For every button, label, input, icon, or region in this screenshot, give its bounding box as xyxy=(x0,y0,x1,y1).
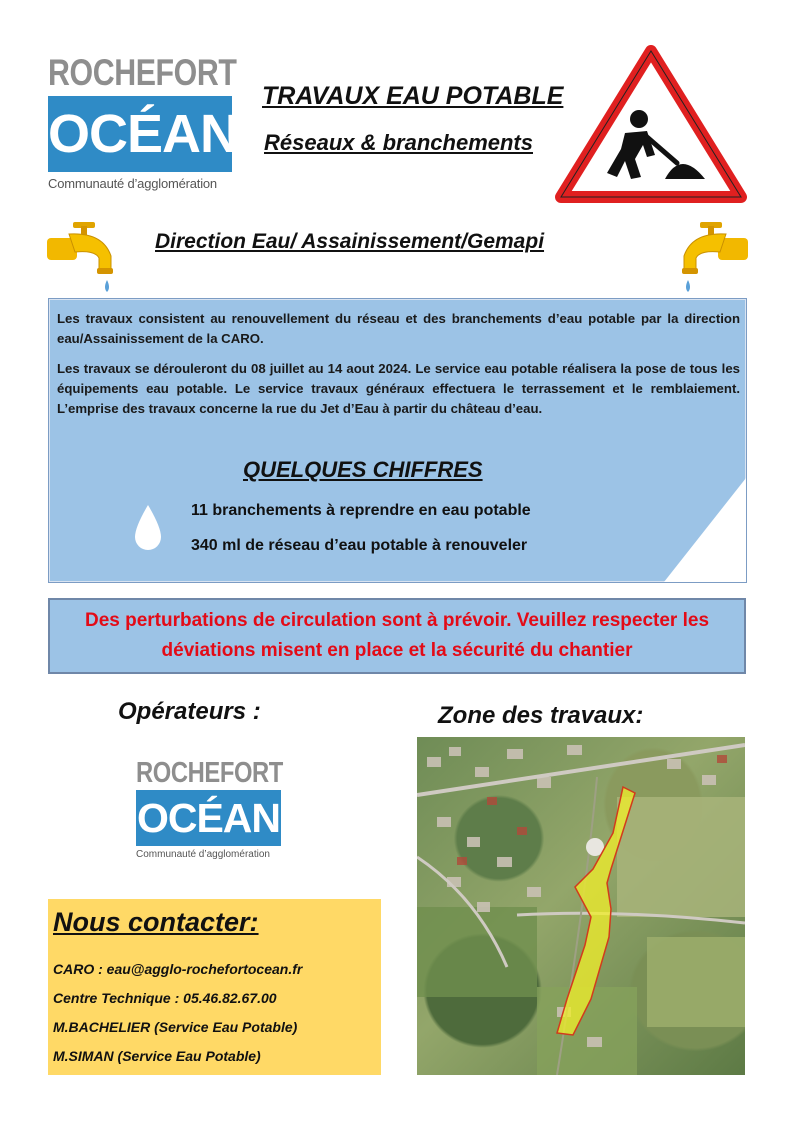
traffic-warning-box xyxy=(48,598,746,674)
roadworks-warning-sign-icon xyxy=(555,45,747,205)
rochefort-ocean-logo xyxy=(48,52,239,191)
contact-phone[interactable]: Centre Technique : 05.46.82.67.00 xyxy=(53,990,277,1006)
contact-person: M.SIMAN (Service Eau Potable) xyxy=(53,1048,261,1064)
traffic-warning-text: Des perturbations de circulation sont à prévoir. Veuillez respecter les déviations misent en place et la sécurité du chantier xyxy=(84,610,710,661)
logo-ocean-box: OCÉAN xyxy=(48,96,232,172)
figures-heading: QUELQUES CHIFFRES xyxy=(243,457,483,482)
info-box xyxy=(48,298,747,583)
direction-heading: Direction Eau/ Assainissement/Gemapi xyxy=(155,230,545,253)
intro-paragraph-2: Les travaux se dérouleront du 08 juillet au 14 aout 2024. Le service eau potable réalisera la pose de tous les équipements eau potable. Le service travaux généraux effectuera le terrassement et le remblaiement. L’emprise des travaux concerne la rue du Jet d’Eau à partir du château d’eau. xyxy=(57,361,740,416)
logo-ocean-box: OCÉAN xyxy=(136,790,281,846)
zone-heading: Zone des travaux: xyxy=(438,702,644,729)
water-tap-icon xyxy=(45,220,121,302)
figure-item: 11 branchements à reprendre en eau potable xyxy=(191,502,531,519)
operator-logo xyxy=(136,758,282,860)
logo-rochefort-text: ROCHEFORT xyxy=(136,757,283,789)
logo-subtitle: Communauté d’agglomération xyxy=(136,849,270,860)
water-tap-icon xyxy=(674,220,750,302)
logo-subtitle: Communauté d’agglomération xyxy=(48,176,217,191)
contact-box xyxy=(48,899,381,1075)
operators-heading: Opérateurs : xyxy=(118,698,261,725)
corner-fold xyxy=(664,478,746,582)
page-title: TRAVAUX EAU POTABLE xyxy=(262,82,564,110)
aerial-map-illustration xyxy=(417,737,745,1075)
works-zone-map xyxy=(417,737,745,1075)
contact-email[interactable]: CARO : eau@agglo-rochefortocean.fr xyxy=(53,961,303,977)
intro-paragraph-1: Les travaux consistent au renouvellement du réseau et des branchements d’eau potable par la direction eau/Assainissement de la CARO. xyxy=(57,311,740,346)
contact-heading: Nous contacter: xyxy=(53,907,259,937)
logo-rochefort-text: ROCHEFORT xyxy=(48,52,237,93)
water-drop-icon xyxy=(131,503,165,553)
page-subtitle: Réseaux & branchements xyxy=(264,130,533,155)
figure-item: 340 ml de réseau d’eau potable à renouveler xyxy=(191,537,528,554)
contact-person: M.BACHELIER (Service Eau Potable) xyxy=(53,1019,298,1035)
